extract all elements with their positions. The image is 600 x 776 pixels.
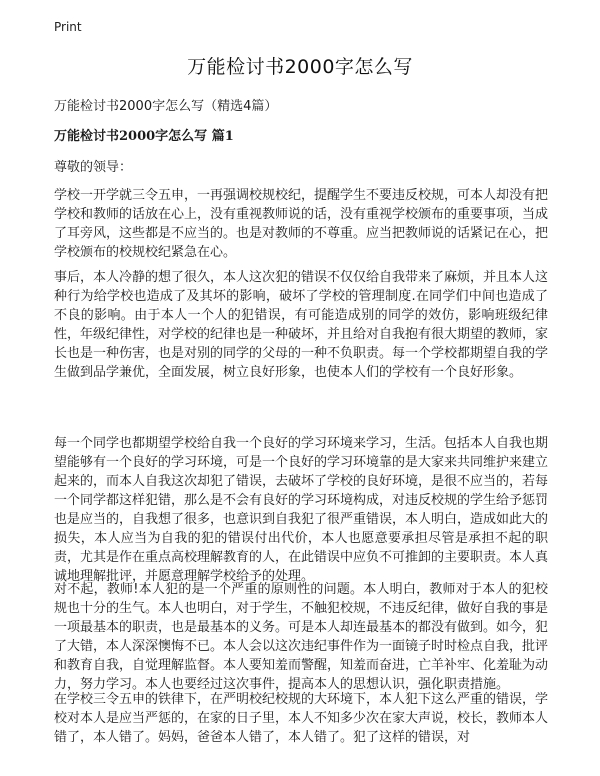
document-title: 万能检讨书2000字怎么写 [187, 56, 413, 78]
section-heading: 万能检讨书2000字怎么写 篇1 [54, 129, 234, 144]
print-label[interactable]: Print [54, 20, 82, 34]
body-paragraph: 学校一开学就三令五申，一再强调校规校纪，提醒学生不要违反校规，可本人却没有把学校和教师的话放在心上，没有重视教师说的话，没有重视学校颁布的重要事项，当成了耳旁风，这些都是不应当的。也是对教师的不尊重。应当把教师说的话紧记在心，把学校颁布的校规校纪紧急在心。 [54, 188, 549, 260]
body-paragraph: 对不起，教师!本人犯的是一个严重的原则性的问题。本人明白，教师对于本人的犯校规也十分的生气。本人也明白，对于学生，不触犯校规，不违反纪律，做好自我的事是一项最基本的职责，也是最基本的义务。可是本人却连最基本的都没有做到。如今，犯了大错，本人深深懊悔不已。本人会以这次违纪事件作为一面镜子时时检点自我，批评和教育自我，自觉理解监督。本人要知羞而警醒，知羞而奋进，亡羊补牢、化羞耻为动力，努力学习。本人也要经过这次事件，提高本人的思想认识，强化职责措施。 [54, 582, 549, 692]
body-paragraph: 每一个同学也都期望学校给自我一个良好的学习环境来学习，生活。包括本人自我也期望能够有一个良好的学习环境，可是一个良好的学习环境靠的是大家来共同维护来建立起来的，而本人自我这次却犯了错误，去破坏了学校的良好环境，是很不应当的，若每一个同学都这样犯错，那么是不会有良好的学习环境构成，对违反校规的学生给予惩罚也是应当的，自我想了很多，也意识到自我犯了很严重错误，本人明白，造成如此大的损失，本人应当为自我的犯的错误付出代价，本人也愿意要承担尽管是承担不起的职责，尤其是作在重点高校理解教育的人，在此错误中应负不可推卸的主要职责。本人真诚地理解批评，并愿意理解学校给予的处理。 [54, 436, 549, 584]
greeting: 尊敬的领导： [54, 160, 133, 175]
body-paragraph: 在学校三令五申的铁律下，在严明校纪校规的大环境下，本人犯下这么严重的错误，学校对本人是应当严惩的，在家的日子里，本人不知多少次在家大声说，校长，教师本人错了，本人错了。妈妈，爸爸本人错了，本人错了。犯了这样的错误，对 [54, 692, 549, 745]
body-paragraph: 事后，本人冷静的想了很久，本人这次犯的错误不仅仅给自我带来了麻烦，并且本人这种行为给学校也造成了及其坏的影响，破坏了学校的管理制度.在同学们中间也造成了不良的影响。由于本人一个人的犯错误，有可能造成别的同学的效仿，影响班级纪律性，年级纪律性，对学校的纪律也是一种破坏，并且给对自我抱有很大期望的教师，家长也是一种伤害，也是对别的同学的父母的一种不负职责。每一个学校都期望自我的学生做到品学兼优，全面发展，树立良好形象，也使本人们的学校有一个良好形象。 [54, 270, 549, 380]
document-subtitle: 万能检讨书2000字怎么写（精选4篇） [54, 99, 278, 114]
